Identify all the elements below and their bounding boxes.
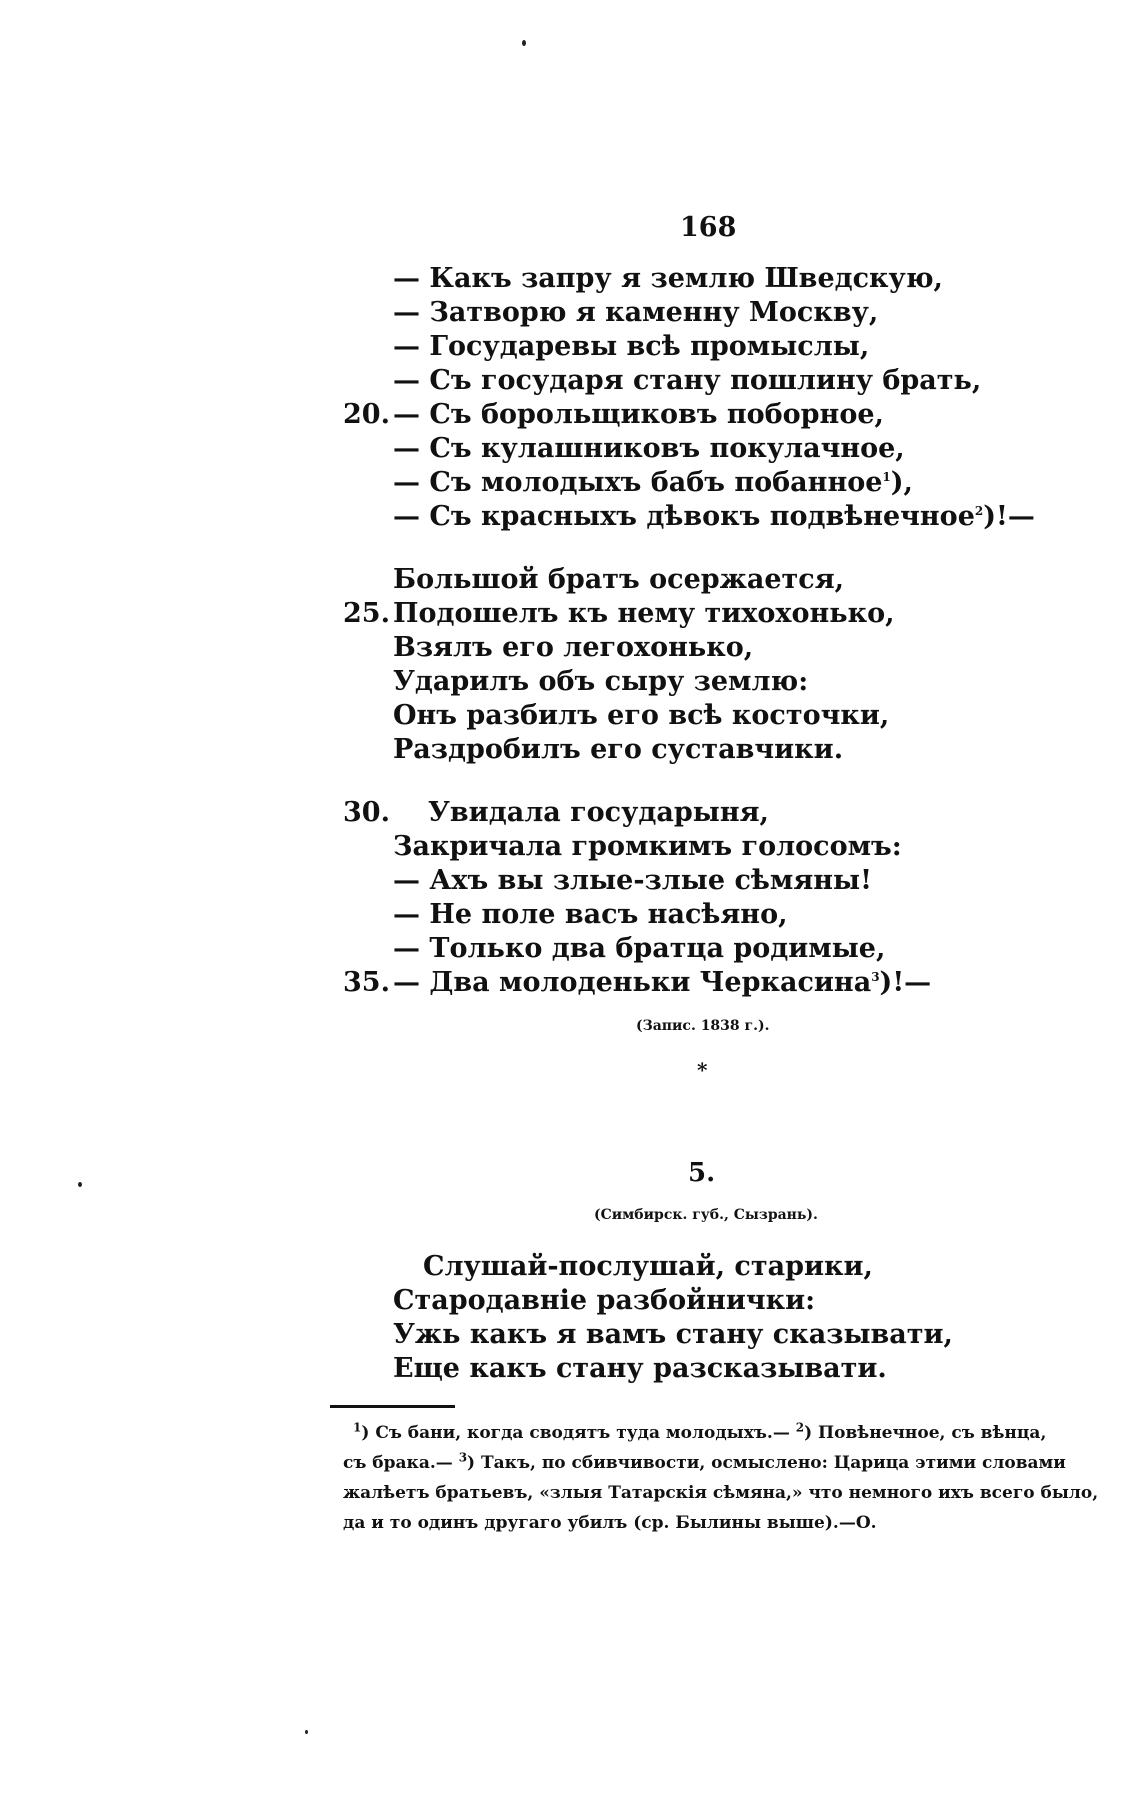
footnote-marker: 1 xyxy=(353,1420,362,1435)
verse-text: Взялъ его легохонько, xyxy=(393,632,754,663)
line-number: 35. xyxy=(343,967,390,998)
stanza-2 xyxy=(343,563,963,773)
verse-text: — Затворю я каменну Москву, xyxy=(393,297,879,328)
footnote-ref[interactable]: 2 xyxy=(974,504,984,518)
verse-text: — Какъ запру я землю Шведскую, xyxy=(393,263,943,294)
verse-text: — Съ борольщиковъ поборное, xyxy=(393,399,884,430)
scan-speck xyxy=(305,1730,308,1734)
section-number: 5. xyxy=(688,1158,716,1188)
verse-text: — Не поле васъ насѣяно, xyxy=(393,899,788,930)
section-place: (Симбирск. губ., Сызрань). xyxy=(594,1207,818,1223)
verse-line: Еще какъ стану разсказывати. xyxy=(393,1353,887,1384)
verse-text: — Ахъ вы злые-злые сѣмяны! xyxy=(393,865,872,896)
verse-line: Ужь какъ я вамъ стану сказывати, xyxy=(393,1319,953,1350)
verse-text: Увидала государыня, xyxy=(428,797,769,828)
verse-line: Стародавніе разбойнички: xyxy=(393,1285,816,1316)
stanza-1-cont xyxy=(343,398,1035,538)
footnote-line: жалѣетъ братьевъ, «злыя Татарскія сѣмяна,» что немного ихъ всего было, xyxy=(343,1483,1099,1503)
stanza-4 xyxy=(393,1250,953,1390)
footnote-line: да и то одинъ другаго убилъ (ср. Былины выше).—О. xyxy=(343,1513,877,1533)
verse-text: Раздробилъ его суставчики. xyxy=(393,734,844,765)
verse-text: — Только два братца родимые, xyxy=(393,933,886,964)
stanza-3 xyxy=(343,796,963,1006)
verse-text: Большой братъ осержается, xyxy=(393,564,845,595)
source-note: (Запис. 1838 г.). xyxy=(636,1018,770,1034)
footnotes xyxy=(343,1418,1099,1548)
footnote-line: съ брака.— $^3$) Такъ, по сбивчивости, осмыслено: Царица этими словами xyxy=(343,1450,1066,1473)
verse-text: — Съ государя стану пошлину брать, xyxy=(393,365,982,396)
line-number-20: 20. xyxy=(343,399,390,430)
section-separator: * xyxy=(697,1058,708,1082)
verse-line: Слушай-послушай, старики, xyxy=(423,1251,873,1282)
verse-text: Подошелъ къ нему тихохонько, xyxy=(393,598,895,629)
verse-text: — Съ кулашниковъ покулачное, xyxy=(393,433,905,464)
verse-text: — Съ молодыхъ бабъ побанное$^1$), xyxy=(393,467,913,498)
verse-text: Ударилъ объ сыру землю: xyxy=(393,666,809,697)
footnote-ref[interactable]: 3 xyxy=(871,970,880,984)
page-number: 168 xyxy=(680,212,737,243)
line-number: 25. xyxy=(343,598,390,629)
footnote-ref[interactable]: 1 xyxy=(882,470,891,484)
verse-text: — Государевы всѣ промыслы, xyxy=(393,331,870,362)
verse-text: Закричала громкимъ голосомъ: xyxy=(393,831,902,862)
scan-speck xyxy=(78,1182,82,1187)
verse-text: Онъ разбилъ его всѣ косточки, xyxy=(393,700,890,731)
footnote-marker: 2 xyxy=(795,1420,805,1435)
scan-speck xyxy=(522,40,526,46)
verse-text: — Съ красныхъ дѣвокъ подвѣнечное$^2$)!— xyxy=(393,501,1035,532)
footnote-marker: 3 xyxy=(458,1450,468,1465)
verse-text: — Два молоденьки Черкасина$^3$)!— xyxy=(393,967,932,998)
footnote-rule xyxy=(330,1405,455,1408)
footnote-line: $^1$) Съ бани, когда сводятъ туда молодыхъ.— $^2$) Повѣнечное, съ вѣнца, xyxy=(353,1420,1047,1443)
line-number: 30. xyxy=(343,797,390,828)
